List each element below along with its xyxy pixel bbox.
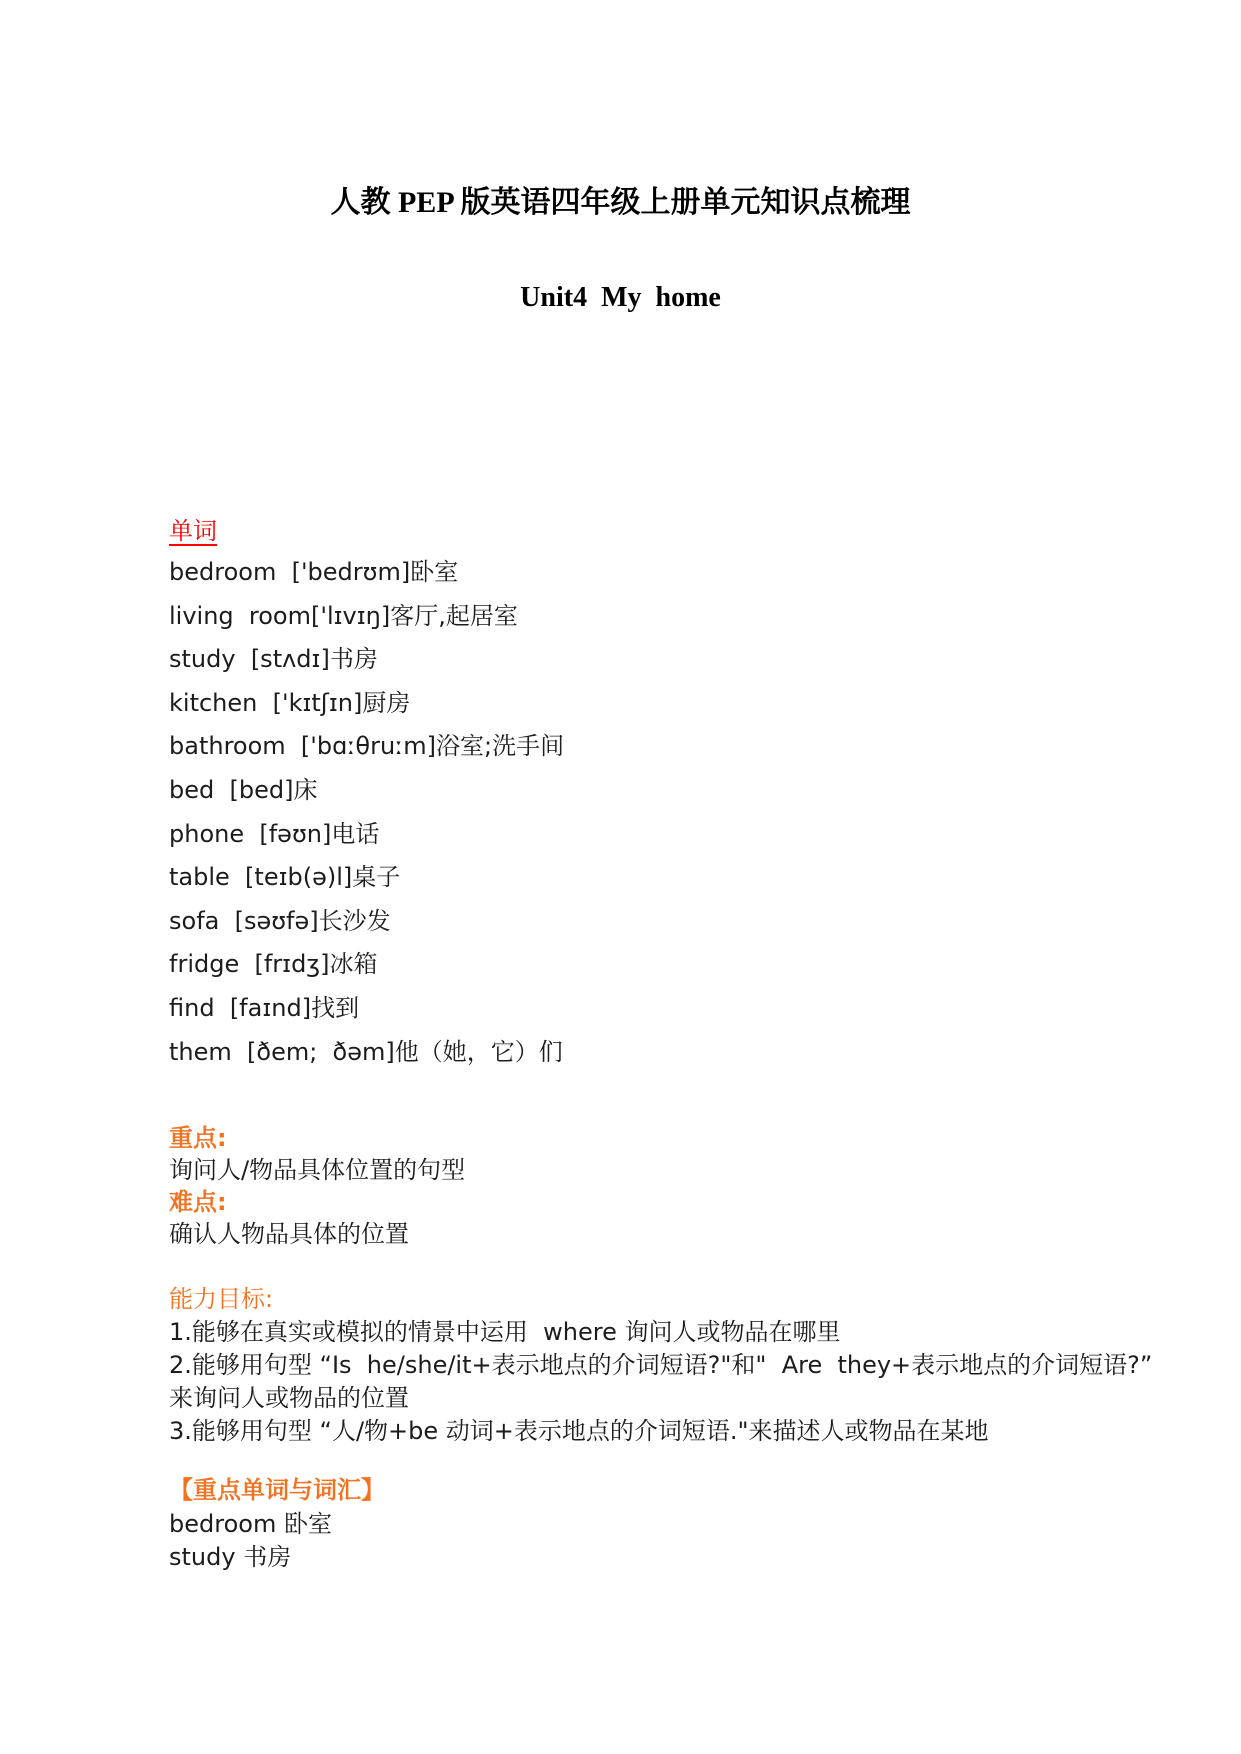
ability-goals-label: 能力目标: (169, 1285, 274, 1314)
key-difficult-points-section (169, 1122, 1161, 1250)
word-item: phone [fəʊn]电话 (169, 819, 380, 848)
word-list (169, 551, 1161, 1074)
difficult-point-label: 难点: (169, 1188, 227, 1217)
difficult-point-text: 确认人物品具体的位置 (169, 1220, 409, 1249)
word-item: bed [bed]床 (169, 775, 318, 804)
key-vocab-item: study 书房 (169, 1543, 292, 1572)
key-point-text: 询问人/物品具体位置的句型 (169, 1156, 466, 1185)
unit-subtitle: Unit4 My home (520, 282, 721, 313)
key-vocab-section (169, 1474, 1161, 1575)
word-item: table [teɪb(ə)l]桌子 (169, 863, 401, 892)
word-item: bathroom ['bɑːθruːm]浴室;洗手间 (169, 732, 565, 761)
word-item: study [stʌdɪ]书房 (169, 645, 378, 674)
ability-goals-section (169, 1283, 1168, 1448)
key-vocab-header: 【重点单词与词汇】 (169, 1476, 385, 1505)
words-section-header: 单词 (169, 517, 217, 545)
key-point-label: 重点: (169, 1124, 227, 1153)
ability-goal-item: 1.能够在真实或模拟的情景中运用 where 询问人或物品在哪里 (169, 1318, 841, 1347)
ability-goal-item: 2.能够用句型 “Is he/she/it+表示地点的介词短语?"和" Are they+表示地点的介词短语?” 来询问人或物品的位置 (169, 1351, 1168, 1413)
document-title: 人教 PEP 版英语四年级上册单元知识点梳理 (330, 186, 911, 219)
key-vocab-item: bedroom 卧室 (169, 1509, 332, 1538)
words-section (169, 315, 1161, 1074)
word-item: kitchen ['kɪtʃɪn]厨房 (169, 688, 411, 717)
ability-goal-item: 3.能够用句型 “人/物+be 动词+表示地点的介词短语."来描述人或物品在某地 (169, 1417, 989, 1446)
word-item: fridge [frɪdʒ]冰箱 (169, 950, 378, 979)
word-item: sofa [səʊfə]长沙发 (169, 906, 391, 935)
word-item: living room['lɪvɪŋ]客厅,起居室 (169, 601, 518, 630)
word-item: find [faɪnd]找到 (169, 993, 360, 1022)
document-body (169, 315, 1168, 1575)
word-item: them [ðem; ðəm]他（她，它）们 (169, 1037, 563, 1066)
word-item: bedroom ['bedrʊm]卧室 (169, 558, 459, 586)
